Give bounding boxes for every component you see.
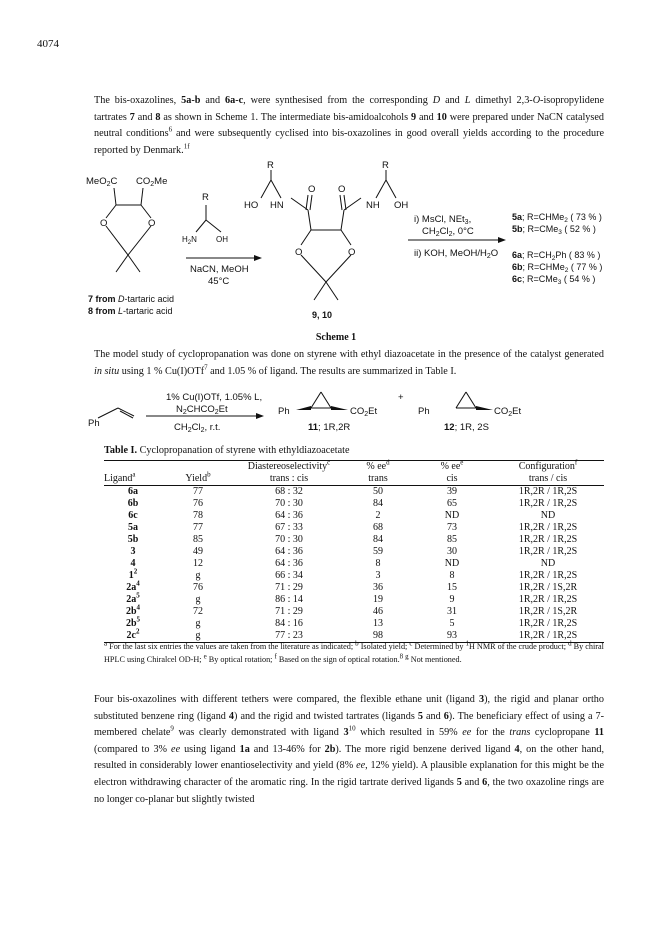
paragraph-discussion: Four bis-oxazolines with different tethers were compared, the flexible ethane unit (ligand 3), the rigid and planar ortho substituted benzene ring (ligand 4) and the rigid and twisted tartrates (ligands 5 and 6). The beneficiary effect of using a 7-membered chelate$^9$ was clearly demonstrated with ligand $3^{10}$ which resulted in 59% ee for the trans cyclopropane 11 (compared to 3% ee using ligand 1a and 13-46% for 2b). The more rigid benzene derived ligand 4, on the other hand, resulted in considerably lower enantioselectivity and yield (8% ee, 12% yield). A plausible explanation for this might be the electron withdrawing character of the aromatic ring. In the rigid tartrate derived ligands 5 and 6, the two oxazoline rings are no longer co-planar but slightly twisted [94, 694, 605, 805]
results-table [104, 460, 604, 643]
header-configuration: Configuration$^f$ [518, 458, 578, 472]
co2et-label: $CO_2Et$ [494, 406, 522, 418]
paragraph-model-study: The model study of cyclopropanation was done on styrene with ethyl diazoacetate in the presence of the catalyst generated in situ using 1 % Cu(I)OTf$^7$ and 1.05 % of ligand. The results are summarized in Table I. [94, 349, 604, 377]
product-5b: 5b; R=CMe$_3$ ( 52 % ) [512, 224, 596, 236]
table-header-row [104, 461, 604, 474]
phenyl-label: Ph [88, 418, 100, 429]
nh-label: NH [366, 200, 380, 211]
oh-label: OH [216, 235, 228, 244]
co2et-label: $CO_2Et$ [350, 406, 378, 418]
oxygen-label: O [348, 247, 356, 258]
table-title: Table I. Cyclopropanation of styrene with ethyldiazoacetate [104, 445, 350, 456]
meo2c-label: MeO$_2$C [86, 176, 118, 188]
page-number: 4074 [37, 38, 59, 50]
label-compound-7: 7 from D-tartaric acid [88, 294, 175, 304]
table-subheader-row [104, 473, 604, 486]
oxygen-label: O [100, 218, 108, 229]
cyclopropanation-reaction-diagram [86, 386, 616, 446]
reagent-nacn: NaCN, MeOH [190, 264, 249, 275]
table-row: $2b^4$ 72 71 : 29 46 31 1R,2R / 1S,2R [125, 603, 578, 617]
table-row: 5a 77 67 : 33 68 73 1R,2R / 1R,2S [128, 522, 578, 533]
scheme-1-diagram [86, 160, 616, 335]
reagent-mscl: i) MsCl, NEt$_3$, [414, 214, 472, 226]
table-row: 6b 76 70 : 30 84 65 1R,2R / 1R,2S [127, 498, 578, 509]
paragraph-intro: The bis-oxazolines, 5a-b and 6a-c, were synthesised from the corresponding D and L dimethyl 2,3-O-isopropylidene tartrates 7 and 8 as shown in Scheme 1. The intermediate bis-amidoalcohols 9 and 10 were prepared under NaCN catalysed neutral conditions$^6$ and were subsequently cyclised into bis-oxazolines in good overall yields according to the procedure reported by Denmark.$^{1f}$ [94, 95, 604, 156]
table-row: 6a 77 68 : 32 50 39 1R,2R / 1R,2S [104, 486, 604, 499]
header-diastereoselectivity: Diastereoselectivity$^c$ [247, 458, 331, 472]
table-footnote: $^a$ For the last six entries the values are taken from the literature as indicated; $^b$ Isolated yield; $^c$ Determined by $^1$H NMR of the crude product; $^d$ By chiral HPLC using Chiralcel OD-H; $^e$ By optical rotation; $^f$ Based on the sign of optical rotation.$^8$ $^g$ Not mentioned. [104, 639, 604, 664]
condition-solvent: $CH_2Cl_2$, r.t. [174, 422, 221, 434]
header-ligand: Ligand$^a$ [104, 470, 136, 484]
product-6a: 6a; $R=CH_2Ph$ ( 83 % ) [512, 250, 601, 262]
header-trans-cis: trans : cis [269, 473, 309, 484]
co2me-label: $CO_2Me$ [136, 176, 168, 188]
r-group-label: R [267, 160, 274, 171]
header-yield: Yield$^b$ [185, 470, 211, 484]
product-6c: 6c; R=CMe$_3$ ( 54 % ) [512, 274, 596, 286]
table-body [104, 486, 604, 643]
product-6b: 6b; R=CHMe$_2$ ( 77 % ) [512, 262, 603, 274]
table-row: 5b 85 70 : 30 84 85 1R,2R / 1R,2S [127, 534, 578, 545]
reagent-koh: ii) KOH, MeOH/$H_2O$ [414, 248, 499, 260]
condition-diazo: $N_2CHCO_2Et$ [176, 404, 228, 416]
oxygen-label: O [295, 247, 303, 258]
ho-label: HO [244, 200, 259, 211]
header-trans-cis-config: trans / cis [528, 473, 568, 484]
plus-sign: + [398, 392, 404, 403]
table-row: $2b^5$ g 84 : 16 13 5 1R,2R / 1R,2S [125, 615, 578, 629]
r-group-label: R [382, 160, 389, 171]
header-ee-cis: % $ee^e$ [440, 458, 464, 472]
h2n-label: $H_2N$ [182, 235, 197, 246]
reagent-temp: 45°C [208, 276, 230, 287]
oxygen-label: O [148, 218, 156, 229]
carbonyl-o-label: O [308, 184, 316, 195]
oh-label: OH [394, 200, 409, 211]
table-row: 3 49 64 : 36 59 30 1R,2R / 1R,2S [130, 546, 578, 557]
table-row: $2a^5$ g 86 : 14 19 9 1R,2R / 1R,2S [126, 591, 578, 605]
label-compound-8: 8 from L-tartaric acid [88, 306, 173, 316]
hn-label: HN [270, 200, 284, 211]
table-row: $1^2$ g 66 : 34 3 8 1R,2R / 1R,2S [128, 567, 578, 581]
product-5a: 5a; R=CHMe$_2$ ( 73 % ) [512, 212, 602, 224]
label-compound-9-10: 9, 10 [312, 310, 333, 320]
product-11-label: 11; 1R,2R [308, 422, 351, 433]
header-ee-trans: % $ee^d$ [366, 458, 390, 472]
carbonyl-o-label: O [338, 184, 346, 195]
header-trans: trans [368, 473, 388, 484]
table-row: $2a^4$ 76 71 : 29 36 15 1R,2R / 1S,2R [126, 579, 578, 593]
product-12-label: 12; 1R, 2S [444, 422, 489, 433]
scheme-caption: Scheme 1 [315, 332, 357, 343]
condition-catalyst: 1% Cu(I)OTf, 1.05% L, [166, 392, 263, 403]
phenyl-label: Ph [278, 406, 290, 417]
phenyl-label: Ph [418, 406, 430, 417]
r-group-label: R [202, 192, 209, 203]
header-cis: cis [446, 473, 458, 484]
table-row: $2c^2$ g 77 : 23 98 93 1R,2R / 1R,2S [104, 630, 604, 643]
table-row: 6c 78 64 : 36 2 ND ND [128, 510, 556, 521]
table-row: 4 12 64 : 36 8 ND ND [130, 558, 556, 569]
reagent-solvent: $CH_2Cl_2$, 0°C [422, 226, 474, 238]
